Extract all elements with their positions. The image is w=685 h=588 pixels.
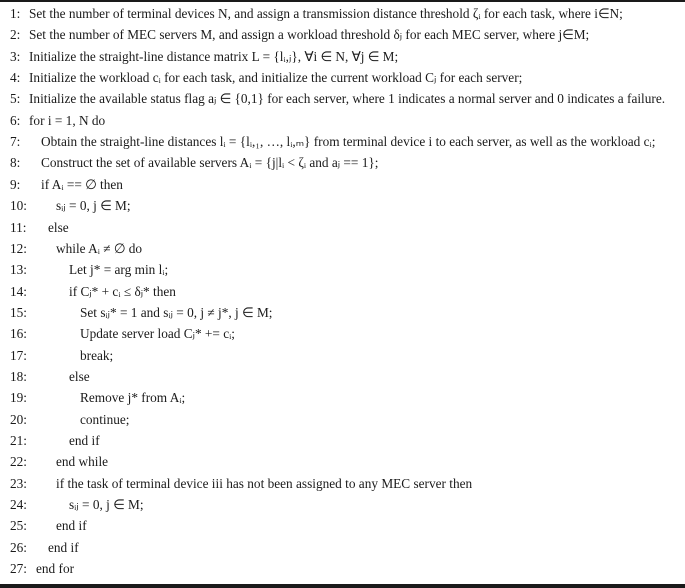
line-number: 22: (10, 454, 27, 470)
line-text: Obtain the straight-line distances lᵢ = {lᵢ,₁, …, lᵢ,ₘ} from terminal device i to each server, as well as the workload cᵢ; (41, 134, 656, 150)
algorithm-line (10, 174, 123, 195)
line-text: Let j* = arg min lᵢ; (69, 262, 169, 278)
line-number: 19: (10, 390, 27, 406)
algorithm-line (10, 494, 144, 515)
line-number: 3: (10, 48, 21, 64)
line-text: Set the number of terminal devices N, and assign a transmission distance threshold ζᵢ for each task, where i∈N; (29, 6, 623, 21)
line-number: 4: (10, 70, 21, 86)
algorithm-line (10, 110, 105, 131)
algorithm-line (10, 3, 623, 24)
line-number: 12: (10, 240, 27, 256)
line-text: end while (56, 454, 109, 470)
line-text: Set the number of MEC servers M, and assign a workload threshold δⱼ for each MEC server, where j∈M; (29, 27, 590, 43)
line-number: 17: (10, 347, 27, 363)
line-text: else (48, 219, 69, 235)
line-text: Initialize the straight-line distance matrix L = {lᵢ,ⱼ}, ∀i ∈ N, ∀j ∈ M; (29, 48, 399, 64)
algorithm-line (10, 67, 522, 88)
line-number: 16: (10, 326, 27, 342)
line-number: 21: (10, 433, 27, 448)
line-text: if Cⱼ* + cᵢ ≤ δⱼ* then (69, 283, 176, 299)
algorithm-line (10, 409, 129, 430)
line-text: Initialize the available status flag aⱼ ∈ {0,1} for each server, where 1 indicates a normal server and 0 indicates a failure. (29, 91, 666, 107)
algorithm-line (10, 366, 90, 387)
algorithm-line (10, 259, 168, 280)
line-text: Remove j* from Aᵢ; (80, 390, 186, 406)
line-number: 2: (10, 27, 21, 43)
line-text: else (69, 368, 90, 384)
line-text: Set sᵢⱼ* = 1 and sᵢⱼ = 0, j ≠ j*, j ∈ M; (80, 304, 273, 320)
algorithm-line (10, 46, 398, 67)
algorithm-line (10, 302, 272, 323)
line-text: Update server load Cⱼ* += cᵢ; (80, 326, 236, 342)
line-text: for i = 1, N do (29, 112, 106, 128)
algorithm-line (10, 558, 74, 579)
line-number: 6: (10, 112, 21, 128)
line-number: 15: (10, 304, 27, 320)
line-number: 8: (10, 155, 21, 171)
line-number: 11: (10, 219, 27, 235)
algorithm-line (10, 131, 655, 152)
line-text: break; (80, 347, 114, 363)
algorithm-line (10, 217, 69, 238)
algorithm-line (10, 88, 665, 109)
line-text: while Aᵢ ≠ ∅ do (56, 240, 143, 256)
line-text: sᵢⱼ = 0, j ∈ M; (69, 497, 144, 513)
line-number: 27: (10, 561, 27, 577)
algorithm-line (10, 238, 142, 259)
algorithm-line (10, 515, 87, 536)
line-text: end for (36, 561, 75, 577)
line-text: sᵢⱼ = 0, j ∈ M; (56, 198, 131, 214)
line-number: 9: (10, 176, 21, 192)
algorithm-line (10, 451, 108, 472)
line-number: 7: (10, 134, 21, 150)
line-number: 5: (10, 91, 21, 107)
line-number: 24: (10, 497, 27, 513)
algorithm-line (10, 387, 185, 408)
algorithm-line (10, 195, 131, 216)
line-number: 1: (10, 6, 21, 21)
line-text: end if (69, 433, 100, 448)
algorithm-line (10, 152, 378, 173)
line-text: Initialize the workload cᵢ for each task, and initialize the current workload Cⱼ for each server; (29, 70, 523, 86)
algorithm-line (10, 345, 113, 366)
line-number: 14: (10, 283, 27, 299)
line-text: end if (48, 539, 79, 555)
line-number: 26: (10, 539, 27, 555)
line-number: 18: (10, 368, 27, 384)
line-text: Construct the set of available servers Aᵢ = {j|lᵢ < ζᵢ and aⱼ == 1}; (41, 155, 379, 171)
line-number: 20: (10, 411, 27, 427)
line-number: 10: (10, 198, 27, 214)
line-number: 25: (10, 518, 27, 534)
line-number: 13: (10, 262, 27, 278)
line-text: continue; (80, 411, 130, 427)
algorithm-line (10, 430, 100, 451)
line-text: end if (56, 518, 87, 534)
line-text: if the task of terminal device iii has not been assigned to any MEC server then (56, 475, 473, 491)
line-text: if Aᵢ == ∅ then (41, 176, 123, 192)
algorithm-line (10, 537, 79, 558)
line-number: 23: (10, 475, 27, 491)
algorithm-line (10, 323, 235, 344)
algorithm-line (10, 281, 176, 302)
algorithm-line (10, 24, 589, 45)
algorithm-line (10, 473, 472, 494)
